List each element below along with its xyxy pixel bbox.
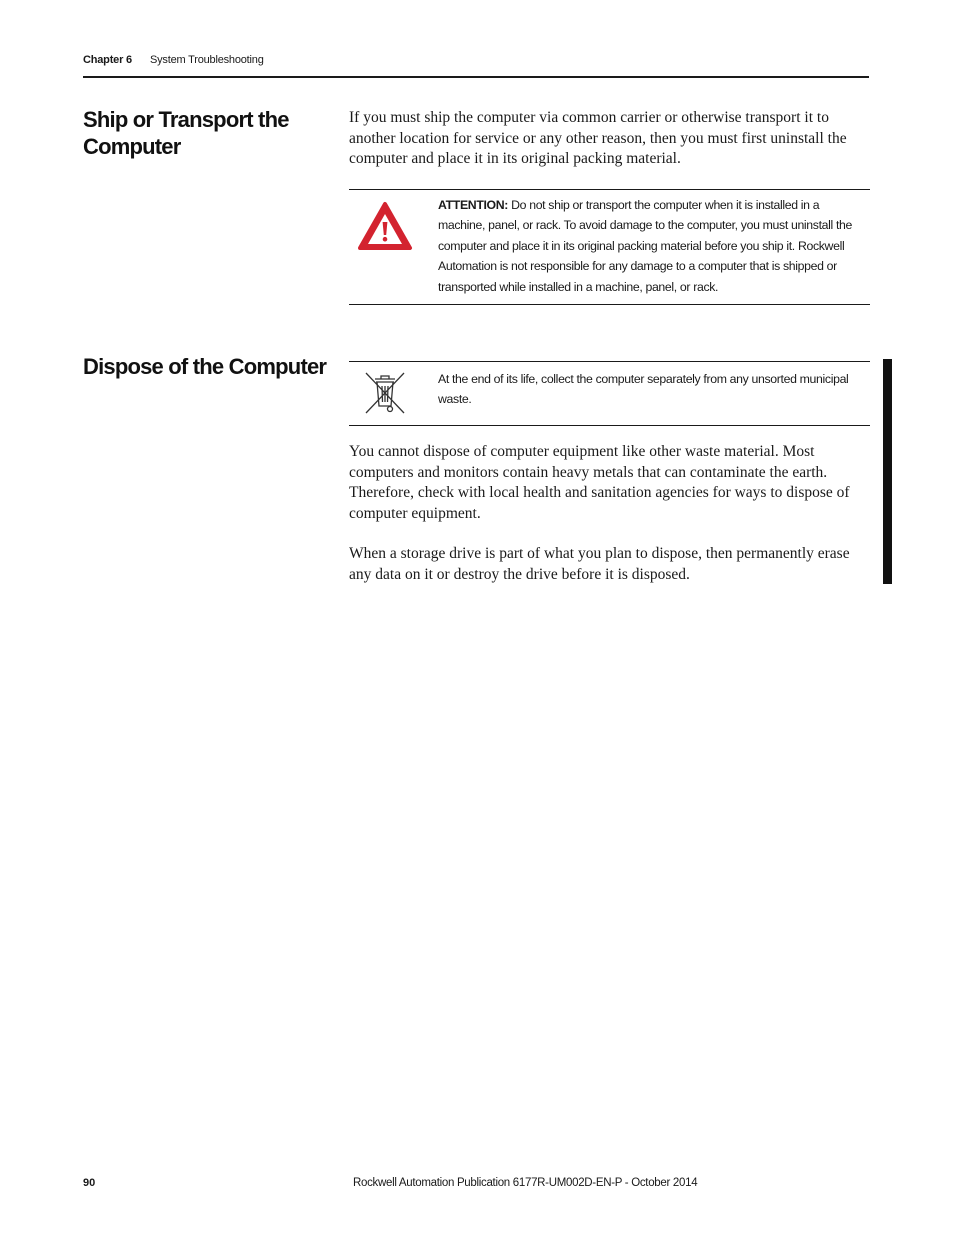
ship-paragraph: If you must ship the computer via common carrier or otherwise transport it to another location for service or any other reason, then you must first uninstall the computer and place it in its original packing material. [349,109,847,167]
revision-change-bar [883,359,892,584]
attention-label: ATTENTION: [438,198,509,212]
weee-text: At the end of its life, collect the computer separately from any unsorted municipal waste. [438,372,849,407]
dispose-paragraph-1: You cannot dispose of computer equipment like other waste material. Most computers and monitors contain heavy metals that can contaminate the earth. Therefore, check with local health and sanitation agencies for ways to dispose of computer equipment. [349,443,850,522]
attention-text [438,195,866,297]
dispose-section-title: Dispose of the Computer [83,354,327,379]
warning-triangle-icon [357,200,413,257]
attention-body: Do not ship or transport the computer when it is installed in a machine, panel, or rack. To avoid damage to the computer, you must uninstall the computer and place it in its original packing material before you ship it. Rockwell Automation is not responsible for any damage to a computer that is shipped or transported while installed in a machine, panel, or rack. [438,198,853,294]
crossed-out-wheelie-bin-icon [361,368,409,421]
chapter-label: Chapter 6 [83,54,132,66]
publication-footer: Rockwell Automation Publication 6177R-UM002D-EN-P - October 2014 [353,1177,698,1189]
page-header [83,52,869,78]
section-label: System Troubleshooting [150,54,264,66]
ship-section-title: Ship or Transport the Computer [83,107,289,159]
attention-notice [349,189,870,305]
page-number: 90 [83,1177,96,1189]
dispose-paragraph-2: When a storage drive is part of what you plan to dispose, then permanently erase any data on it or destroy the drive before it is disposed. [349,545,850,583]
weee-notice [349,361,870,426]
